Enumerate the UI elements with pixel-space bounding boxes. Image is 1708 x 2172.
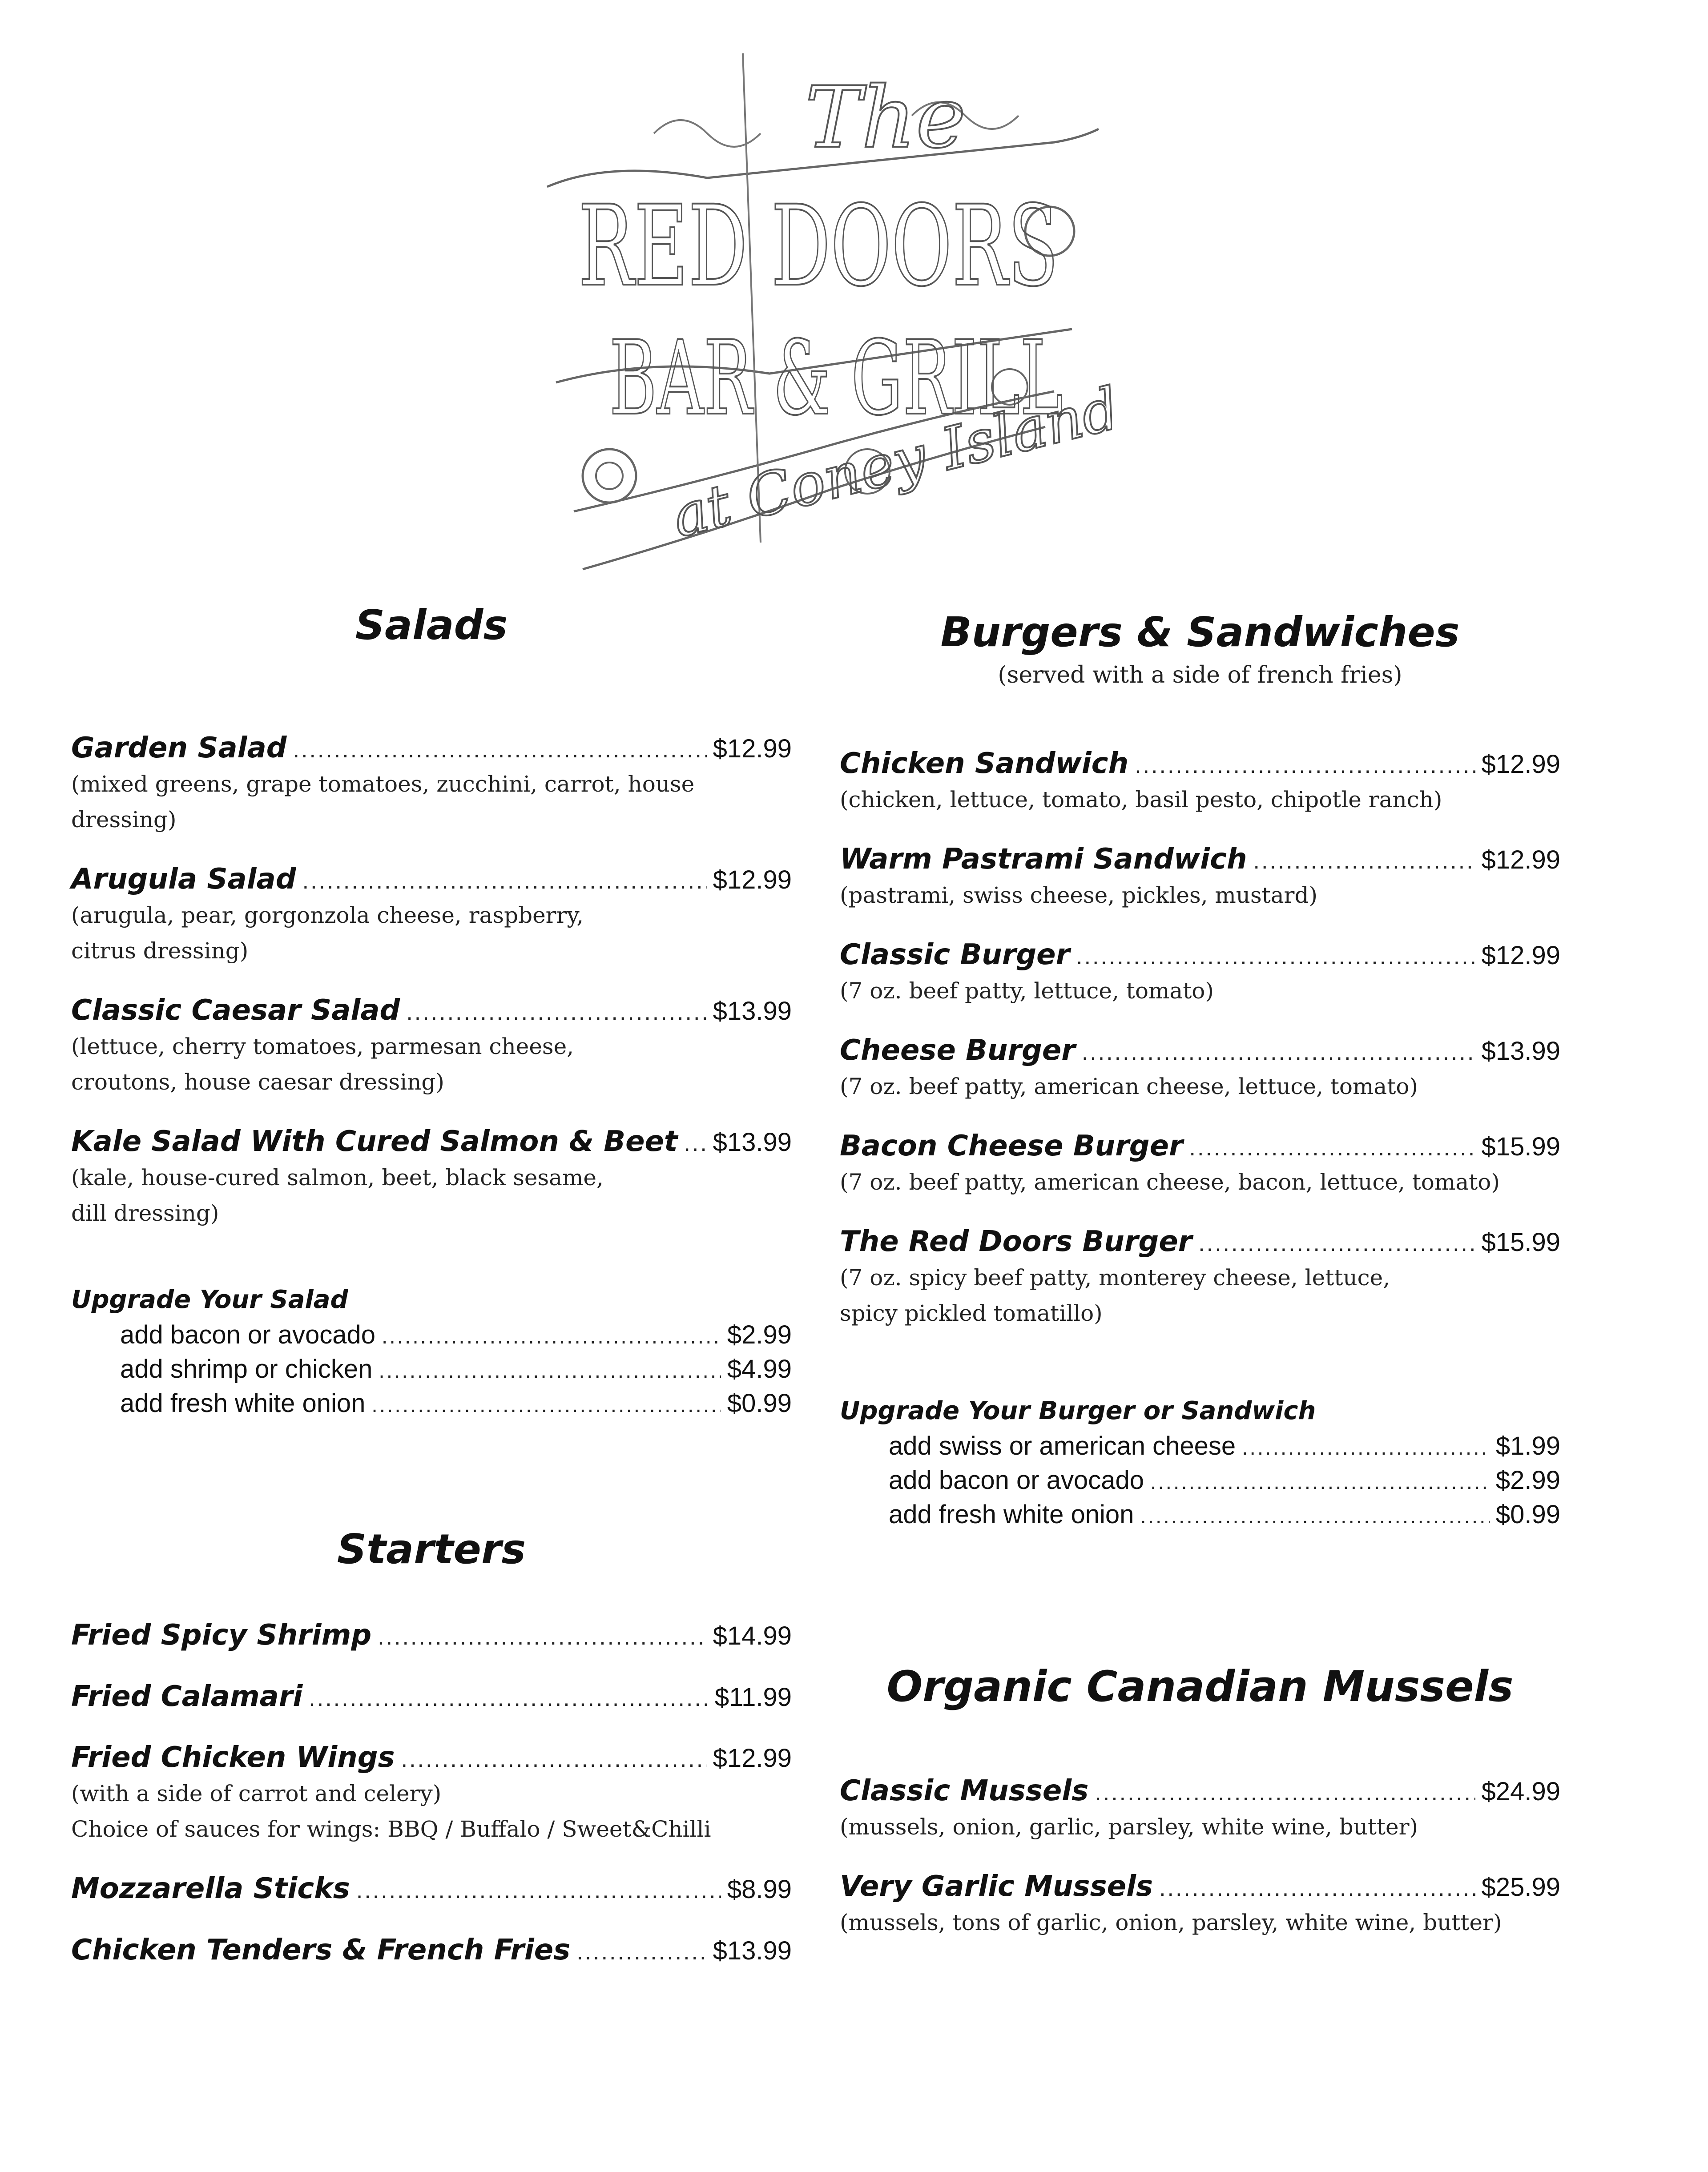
upgrade-option xyxy=(889,1465,1560,1495)
item-name: Warm Pastrami Sandwich xyxy=(840,843,1247,876)
item-price: $11.99 xyxy=(714,1683,792,1712)
upgrade-price: $2.99 xyxy=(1495,1466,1560,1495)
item-name: Fried Calamari xyxy=(71,1680,303,1713)
item-name: Kale Salad With Cured Salmon & Beet xyxy=(71,1125,678,1158)
item-description: (mussels, onion, garlic, parsley, white wine, butter) xyxy=(840,1814,1418,1840)
upgrade-label: add shrimp or chicken xyxy=(120,1355,373,1384)
menu-item xyxy=(840,938,1560,1009)
item-name: Chicken Tenders & French Fries xyxy=(71,1934,571,1967)
menu-item xyxy=(840,1225,1560,1331)
item-description: (with a side of carrot and celery) Choice of sauces for wings: BBQ / Buffalo / Sweet&Chilli xyxy=(71,1781,711,1842)
menu-item xyxy=(71,1619,792,1652)
leader-dots xyxy=(684,1130,706,1157)
item-name: Classic Burger xyxy=(840,938,1070,971)
item-price: $8.99 xyxy=(727,1875,792,1904)
item-price: $12.99 xyxy=(713,1744,792,1773)
upgrade-label: add fresh white onion xyxy=(889,1500,1134,1529)
logo-text-line2: BAR & GRILL xyxy=(609,319,1063,438)
menu-item xyxy=(71,1934,792,1967)
menu-item xyxy=(840,1774,1560,1845)
item-price: $12.99 xyxy=(713,865,792,894)
menu-item xyxy=(840,1034,1560,1104)
item-name: Classic Caesar Salad xyxy=(71,994,400,1027)
upgrade-price: $0.99 xyxy=(727,1389,792,1418)
leader-dots xyxy=(356,1877,721,1904)
upgrade-option xyxy=(120,1354,792,1384)
salads-heading: Salads xyxy=(355,601,508,649)
item-name: Classic Mussels xyxy=(840,1774,1089,1807)
upgrade-label: add swiss or american cheese xyxy=(889,1432,1236,1460)
item-description: (7 oz. beef patty, lettuce, tomato) xyxy=(840,978,1214,1004)
leader-dots xyxy=(302,868,707,894)
item-price: $15.99 xyxy=(1481,1132,1560,1161)
restaurant-logo xyxy=(520,44,1112,596)
item-description: (pastrami, swiss cheese, pickles, mustard) xyxy=(840,882,1317,908)
item-description: (7 oz. spicy beef patty, monterey cheese, lettuce, spicy pickled tomatillo) xyxy=(840,1265,1390,1326)
item-description: (7 oz. beef patty, american cheese, lettuce, tomato) xyxy=(840,1074,1418,1099)
upgrade-option xyxy=(889,1500,1560,1529)
upgrade-option xyxy=(889,1431,1560,1461)
leader-dots xyxy=(406,999,706,1026)
item-description: (mussels, tons of garlic, onion, parsley, white wine, butter) xyxy=(840,1910,1502,1935)
item-name: Fried Spicy Shrimp xyxy=(71,1619,372,1652)
leader-dots xyxy=(379,1359,721,1383)
leader-dots xyxy=(293,736,707,763)
item-name: The Red Doors Burger xyxy=(840,1225,1192,1258)
item-price: $13.99 xyxy=(713,997,792,1026)
menu-item xyxy=(71,1741,792,1847)
leader-dots xyxy=(309,1685,709,1712)
upgrade-label: add bacon or avocado xyxy=(889,1466,1144,1495)
upgrade-price: $1.99 xyxy=(1495,1432,1560,1460)
item-description: (chicken, lettuce, tomato, basil pesto, chipotle ranch) xyxy=(840,787,1442,812)
menu-item xyxy=(840,747,1560,817)
upgrade-label: add bacon or avocado xyxy=(120,1320,375,1349)
leader-dots xyxy=(371,1393,721,1417)
leader-dots xyxy=(1082,1039,1475,1066)
menu-item xyxy=(71,732,792,837)
menu-item xyxy=(71,994,792,1100)
menu-item xyxy=(71,1872,792,1905)
item-price: $12.99 xyxy=(1481,845,1560,874)
upgrade-price: $2.99 xyxy=(727,1320,792,1349)
menu-item xyxy=(840,843,1560,913)
item-price: $24.99 xyxy=(1481,1777,1560,1806)
leader-dots xyxy=(1135,752,1475,779)
logo-text-line1: RED DOORS xyxy=(578,181,1059,311)
leader-dots xyxy=(576,1939,706,1965)
item-price: $14.99 xyxy=(713,1621,792,1650)
item-price: $15.99 xyxy=(1481,1228,1560,1257)
item-price: $12.99 xyxy=(713,734,792,763)
item-description: (mixed greens, grape tomatoes, zucchini, carrot, house dressing) xyxy=(71,771,695,833)
mussels-heading: Organic Canadian Mussels xyxy=(886,1662,1514,1711)
item-name: Very Garlic Mussels xyxy=(840,1870,1153,1903)
upgrade-price: $0.99 xyxy=(1495,1500,1560,1529)
burgers-heading: Burgers & Sandwiches xyxy=(940,608,1460,656)
menu-item xyxy=(71,863,792,969)
leader-dots xyxy=(1095,1779,1475,1806)
upgrade-option xyxy=(120,1388,792,1418)
burgers-subtitle: (served with a side of french fries) xyxy=(998,662,1402,688)
menu-item xyxy=(71,1680,792,1713)
leader-dots xyxy=(1198,1230,1475,1257)
item-name: Fried Chicken Wings xyxy=(71,1741,395,1774)
leader-dots xyxy=(1242,1436,1490,1460)
item-price: $25.99 xyxy=(1481,1873,1560,1902)
item-name: Chicken Sandwich xyxy=(840,747,1129,780)
item-name: Garden Salad xyxy=(71,732,287,764)
logo-text-the: The xyxy=(805,68,966,167)
upgrade-option xyxy=(120,1320,792,1350)
logo-text-line3: at Coney Island xyxy=(665,374,1112,551)
item-name: Bacon Cheese Burger xyxy=(840,1130,1183,1162)
logo-artwork xyxy=(520,44,1112,596)
item-price: $12.99 xyxy=(1481,750,1560,779)
menu-item xyxy=(840,1130,1560,1200)
item-price: $13.99 xyxy=(713,1936,792,1965)
leader-dots xyxy=(1189,1134,1475,1161)
menu-item xyxy=(71,1125,792,1231)
leader-dots xyxy=(1253,848,1475,874)
upgrade-burger-heading: Upgrade Your Burger or Sandwich xyxy=(840,1396,1316,1425)
upgrade-label: add fresh white onion xyxy=(120,1389,366,1418)
leader-dots xyxy=(1159,1875,1475,1902)
item-description: (7 oz. beef patty, american cheese, bacon, lettuce, tomato) xyxy=(840,1169,1500,1195)
item-name: Arugula Salad xyxy=(71,863,296,896)
menu-item xyxy=(840,1870,1560,1940)
item-price: $13.99 xyxy=(713,1128,792,1157)
leader-dots xyxy=(1150,1470,1490,1494)
item-price: $12.99 xyxy=(1481,941,1560,970)
leader-dots xyxy=(401,1746,707,1773)
item-description: (lettuce, cherry tomatoes, parmesan cheese, croutons, house caesar dressing) xyxy=(71,1034,574,1095)
leader-dots xyxy=(1140,1504,1489,1528)
item-description: (arugula, pear, gorgonzola cheese, raspberry, citrus dressing) xyxy=(71,902,584,964)
upgrade-salad-heading: Upgrade Your Salad xyxy=(71,1285,348,1314)
leader-dots xyxy=(378,1624,706,1650)
upgrade-price: $4.99 xyxy=(727,1355,792,1384)
leader-dots xyxy=(382,1324,721,1349)
item-name: Mozzarella Sticks xyxy=(71,1872,350,1905)
starters-heading: Starters xyxy=(337,1525,526,1573)
item-description: (kale, house-cured salmon, beet, black sesame, dill dressing) xyxy=(71,1165,604,1226)
item-price: $13.99 xyxy=(1481,1037,1560,1066)
leader-dots xyxy=(1076,943,1475,970)
item-name: Cheese Burger xyxy=(840,1034,1076,1067)
